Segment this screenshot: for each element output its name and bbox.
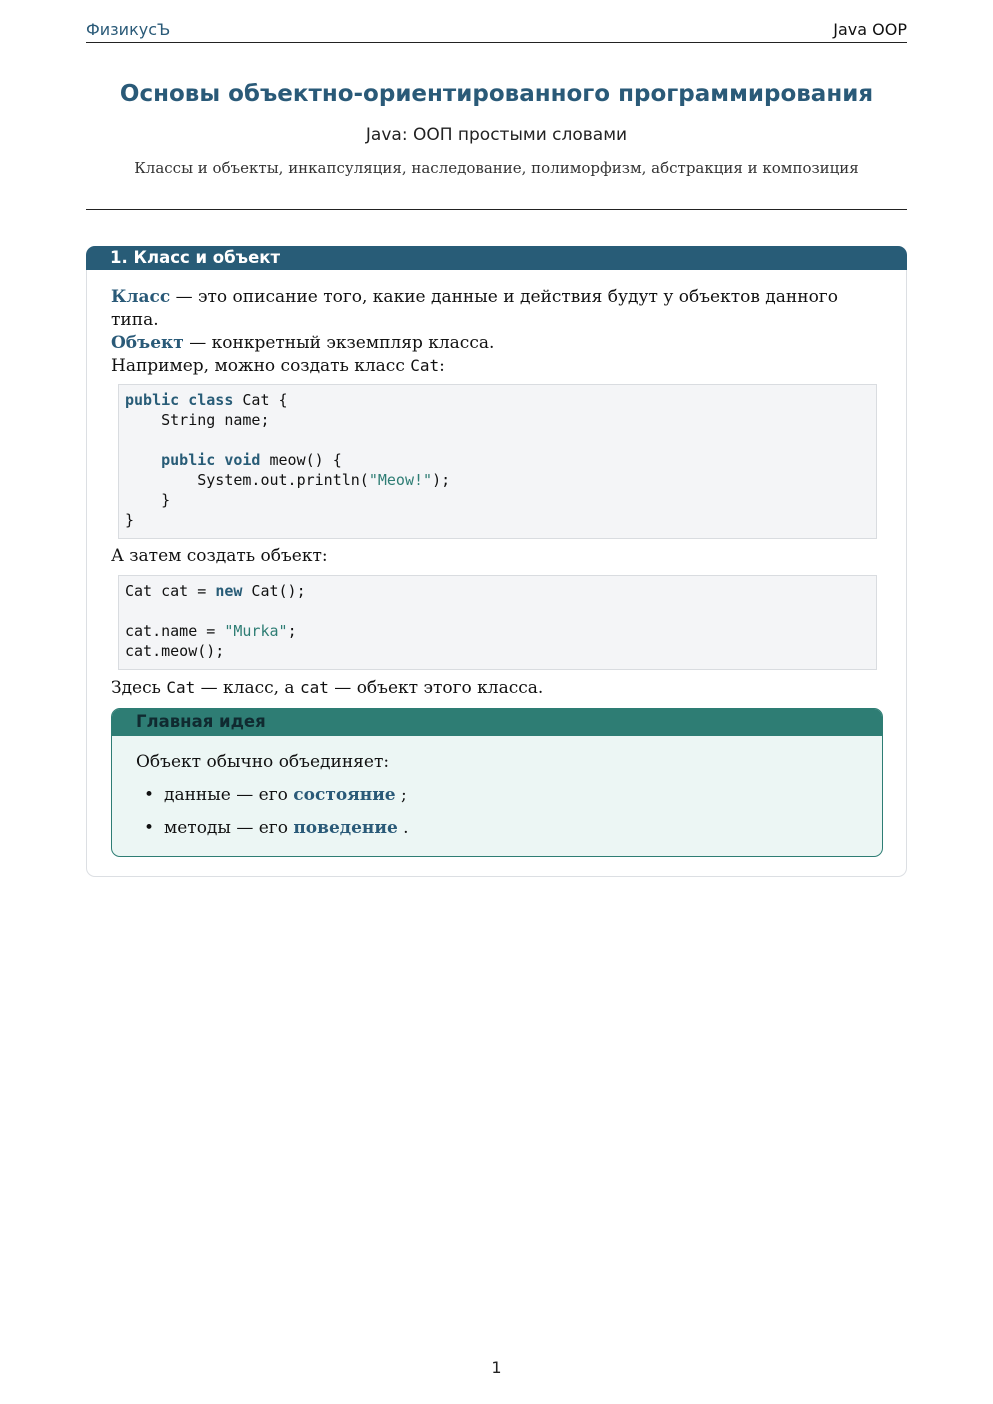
object-def-text: — конкретный экземпляр класса. <box>183 333 495 353</box>
code-text: ; <box>287 622 297 640</box>
main-idea-callout <box>111 708 883 857</box>
page-title: Основы объектно-ориентированного программирования <box>119 81 874 107</box>
here-code-class: Cat <box>166 678 196 697</box>
header-topic: Java OOP <box>833 20 907 39</box>
code-text: } <box>125 511 135 529</box>
code-string: "Meow!" <box>368 471 433 489</box>
bullet-icon: • <box>144 818 155 838</box>
object-definition <box>111 332 494 355</box>
list-item-term: поведение <box>293 818 398 838</box>
here-prefix: Здесь <box>111 678 167 698</box>
list-item <box>144 817 409 840</box>
code-text: ); <box>432 471 451 489</box>
title-block <box>86 78 907 178</box>
page-description: Классы и объекты, инкапсуляция, наследование, полиморфизм, абстракция и композиция <box>134 159 859 177</box>
class-definition <box>111 286 838 309</box>
list-item <box>144 784 409 807</box>
code-text: Cat(); <box>242 582 306 600</box>
callout-title: Главная идея <box>136 712 266 731</box>
list-item-prefix: данные — его <box>164 785 294 805</box>
code-text: meow() { <box>260 451 342 469</box>
section-header <box>86 246 907 270</box>
code-text: Cat cat = <box>125 582 216 600</box>
code-text: String name; <box>125 411 270 429</box>
list-item-term: состояние <box>293 785 396 805</box>
then-text: А затем создать объект: <box>111 546 328 566</box>
brand-name: ФизикусЪ <box>86 20 171 39</box>
page-header <box>86 20 907 43</box>
code-text: cat.meow(); <box>125 642 225 660</box>
code-text: System.out.println( <box>125 471 369 489</box>
code-string: "Murka" <box>224 622 288 640</box>
example-class-code: Cat <box>410 356 440 375</box>
code-text: } <box>125 491 171 509</box>
title-divider <box>86 209 907 210</box>
code-keyword: void <box>224 451 261 469</box>
code-block-class <box>118 384 877 539</box>
here-explanation <box>111 676 543 700</box>
section-title: 1. Класс и объект <box>110 248 281 267</box>
code-keyword: public <box>125 391 180 409</box>
class-definition-continued: типа. <box>111 310 159 330</box>
bullet-icon: • <box>144 785 155 805</box>
section-class-and-object <box>86 246 907 877</box>
class-def-text: — это описание того, какие данные и действия будут у объектов данного <box>170 287 838 307</box>
callout-list <box>144 784 409 850</box>
class-term: Класс <box>111 287 171 307</box>
code-text: cat.name = <box>125 622 225 640</box>
example-suffix: : <box>439 356 445 376</box>
code-keyword: public <box>161 451 216 469</box>
page-number: 1 <box>491 1358 502 1377</box>
list-item-suffix: ; <box>395 785 407 805</box>
here-suffix: — объект этого класса. <box>328 678 544 698</box>
list-item-prefix: методы — его <box>164 818 294 838</box>
callout-intro: Объект обычно объединяет: <box>136 752 390 772</box>
code-indent <box>125 451 161 469</box>
code-text: Cat { <box>233 391 288 409</box>
code-keyword: class <box>188 391 234 409</box>
example-prefix: Например, можно создать класс <box>111 356 411 376</box>
object-term: Объект <box>111 333 184 353</box>
code-block-object <box>118 575 877 670</box>
here-middle: — класс, а <box>195 678 300 698</box>
list-item-suffix: . <box>397 818 409 838</box>
page-subtitle: Java: ООП простыми словами <box>365 125 628 145</box>
code-keyword: new <box>215 582 243 600</box>
callout-header <box>112 709 882 736</box>
here-code-object: cat <box>299 678 329 697</box>
example-intro <box>111 354 445 378</box>
